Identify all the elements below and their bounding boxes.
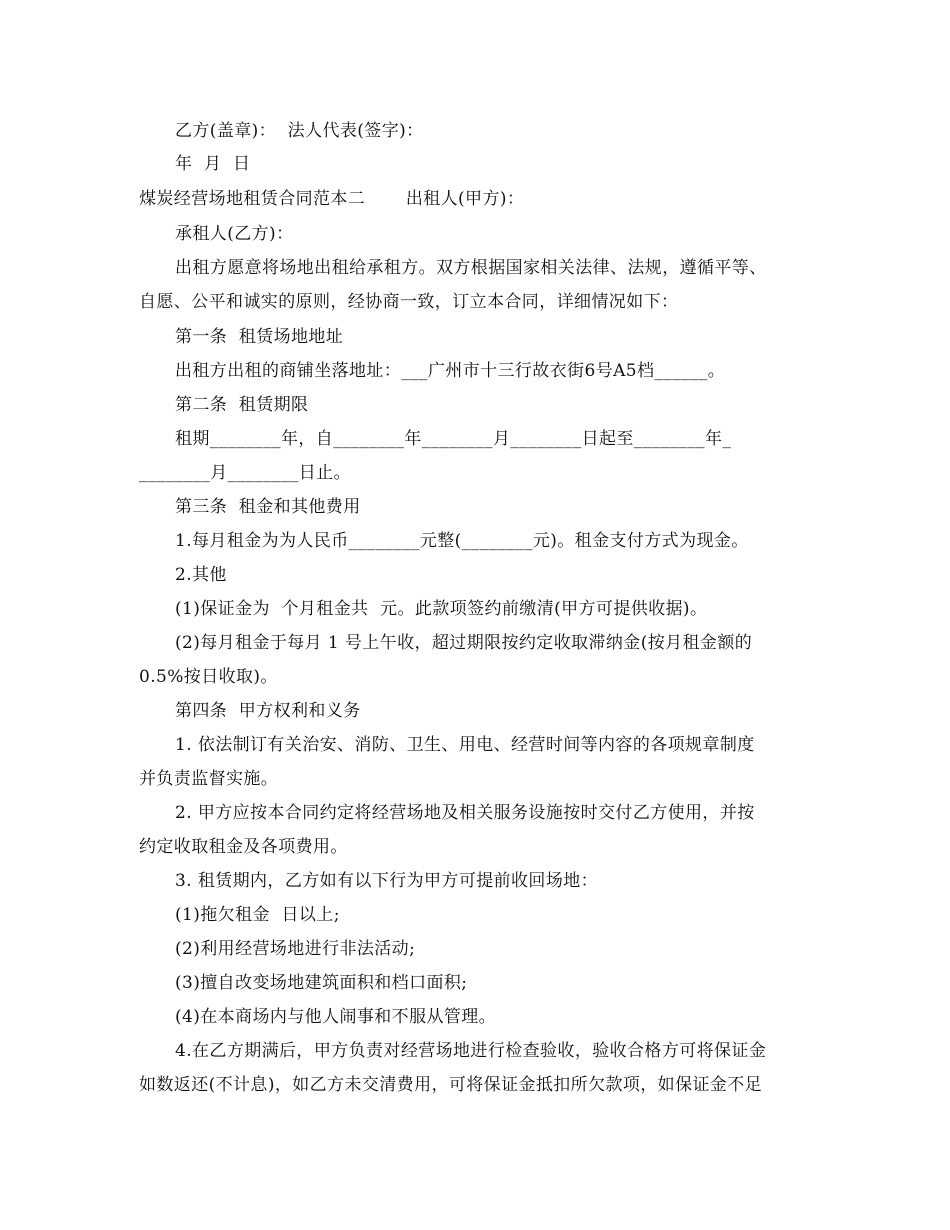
article-4-heading: 第四条 甲方权利和义务 [175,701,361,721]
article-4-item-3: 3. 租赁期内，乙方如有以下行为甲方可提前收回场地： [175,871,599,891]
late-fee-clause-line-2: 0.5%按日收取)。 [139,667,278,687]
reclaim-condition-1: (1)拖欠租金 日以上; [175,905,340,925]
article-4-item-4-line-1: 4.在乙方期满后，甲方负责对经营场地进行检查验收，验收合格方可将保证金 [175,1041,767,1061]
intro-paragraph-line-2: 自愿、公平和诚实的原则，经协商一致，订立本合同，详细情况如下： [139,292,679,312]
deposit-clause: (1)保证金为 个月租金共 元。此款项签约前缴清(甲方可提供收据)。 [175,599,708,619]
article-4-item-2-line-1: 2. 甲方应按本合同约定将经营场地及相关服务设施按时交付乙方使用，并按 [175,803,755,823]
article-2-heading: 第二条 租赁期限 [175,395,309,415]
article-4-item-1-line-2: 并负责监督实施。 [139,769,279,789]
article-2-term-line-1: 租期________年，自________年________月________日起至________年_ [175,429,732,449]
article-3-heading: 第三条 租金和其他费用 [175,497,361,517]
article-4-item-1-line-1: 1. 依法制订有关治安、消防、卫生、用电、经营时间等内容的各项规章制度 [175,735,755,755]
article-3-item-2: 2.其他 [175,565,227,585]
article-2-term-line-2: ________月________日止。 [139,463,351,483]
article-1-heading: 第一条 租赁场地地址 [175,327,344,347]
date-line: 年 月 日 [175,154,251,174]
reclaim-condition-4: (4)在本商场内与他人闹事和不服从管理。 [175,1007,497,1027]
reclaim-condition-3: (3)擅自改变场地建筑面积和档口面积; [175,973,468,993]
signature-line-party-b: 乙方(盖章)： 法人代表(签字)： [175,121,424,141]
late-fee-clause-line-1: (2)每月租金于每月 1 号上午收，超过期限按约定收取滞纳金(按月租金额的 [175,633,753,653]
article-1-address: 出租方出租的商铺坐落地址：___广州市十三行故衣街6号A5档______。 [175,361,726,381]
document-title-line: 煤炭经营场地租赁合同范本二 出租人(甲方)： [139,189,525,209]
article-4-item-4-line-2: 如数返还(不计息)，如乙方未交清费用，可将保证金抵扣所欠款项，如保证金不足 [139,1075,763,1095]
reclaim-condition-2: (2)利用经营场地进行非法活动; [175,939,416,959]
lessee-line: 承租人(乙方)： [175,224,294,244]
intro-paragraph-line-1: 出租方愿意将场地出租给承租方。双方根据国家相关法律、法规，遵循平等、 [175,258,767,278]
article-3-item-1: 1.每月租金为为人民币________元整(________元)。租金支付方式为现金。 [175,531,749,551]
article-4-item-2-line-2: 约定收取租金及各项费用。 [139,837,348,857]
